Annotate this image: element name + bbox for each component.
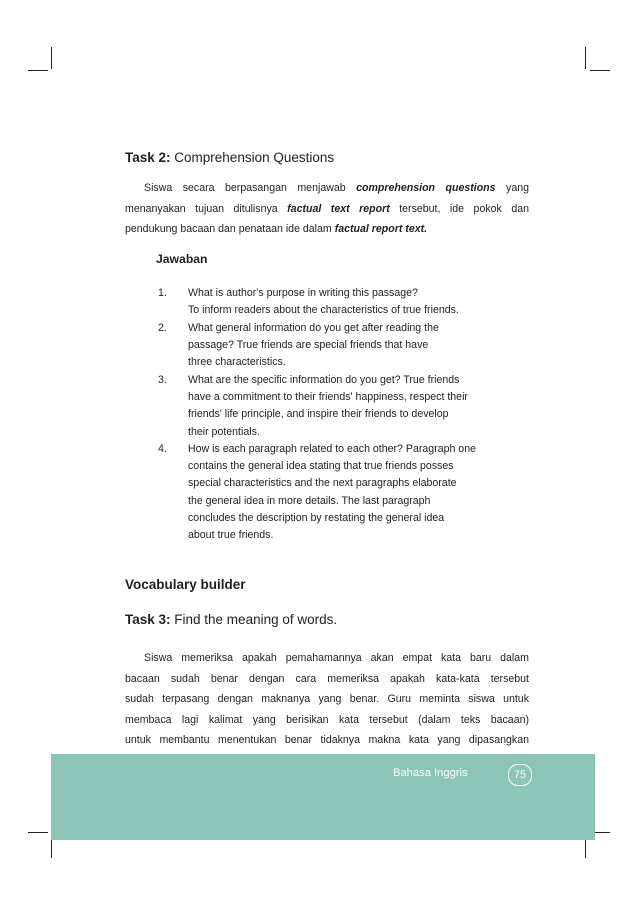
answer-number: 2. [158,322,167,334]
answer-text: How is each paragraph related to each other? Paragraph one contains the general idea stating that true friends posses special characteristics and the next paragraphs elaborate the general idea in more details. The last paragraph concludes the description by restating the general idea about true friends. [188,443,476,542]
crop-mark [51,47,52,69]
task3-line: bacaan sudah benar dengan cara memeriksa apakah kata-kata tersebut [125,672,529,685]
task3-paragraph [125,648,529,751]
answer-text: What general information do you get after reading the passage? True friends are special friends that have three characteristics. [188,322,439,369]
task3-line: sudah terpasang dengan maknanya yang benar. Guru meminta siswa untuk [125,693,529,705]
task3-heading [125,612,337,627]
task2-title: Comprehension Questions [170,150,335,165]
crop-mark [28,832,48,833]
jawaban-heading: Jawaban [156,252,208,266]
task3-line: Siswa memeriksa apakah pemahamannya akan empat kata baru dalam [144,652,529,664]
crop-mark [585,47,586,69]
crop-mark [28,70,48,71]
answer-number: 1. [158,287,167,299]
footer-book-title: Bahasa Inggris [393,767,468,779]
task2-line: Siswa secara berpasangan menjawab comprehension questions yang [144,182,530,194]
task2-heading [125,150,334,165]
answer-number: 4. [158,443,167,455]
task2-line: menanyakan tujuan ditulisnya factual text report tersebut, ide pokok dan [125,202,529,215]
task2-label: Task 2: [125,150,171,165]
task3-title: Find the meaning of words. [170,612,338,627]
answer-number: 3. [158,374,167,386]
answer-text: What is author's purpose in writing this passage? To inform readers about the characteristics of true friends. [188,287,459,317]
vocabulary-heading: Vocabulary builder [125,577,246,592]
crop-mark [590,70,610,71]
task2-paragraph [125,178,529,240]
task2-line: pendukung bacaan dan penataan ide dalam factual report text. [125,223,428,235]
task3-label: Task 3: [125,612,171,627]
task3-line: untuk membantu menentukan benar tidaknya makna kata yang dipasangkan [125,734,529,746]
task3-line: membaca lagi kalimat yang berisikan kata tersebut (dalam teks bacaan) [125,713,529,726]
page-number: 75 [508,764,532,786]
answer-text: What are the specific information do you get? True friends have a commitment to their friends' happiness, respect their friends' life principle, and inspire their friends to develop their potentials. [188,374,468,438]
